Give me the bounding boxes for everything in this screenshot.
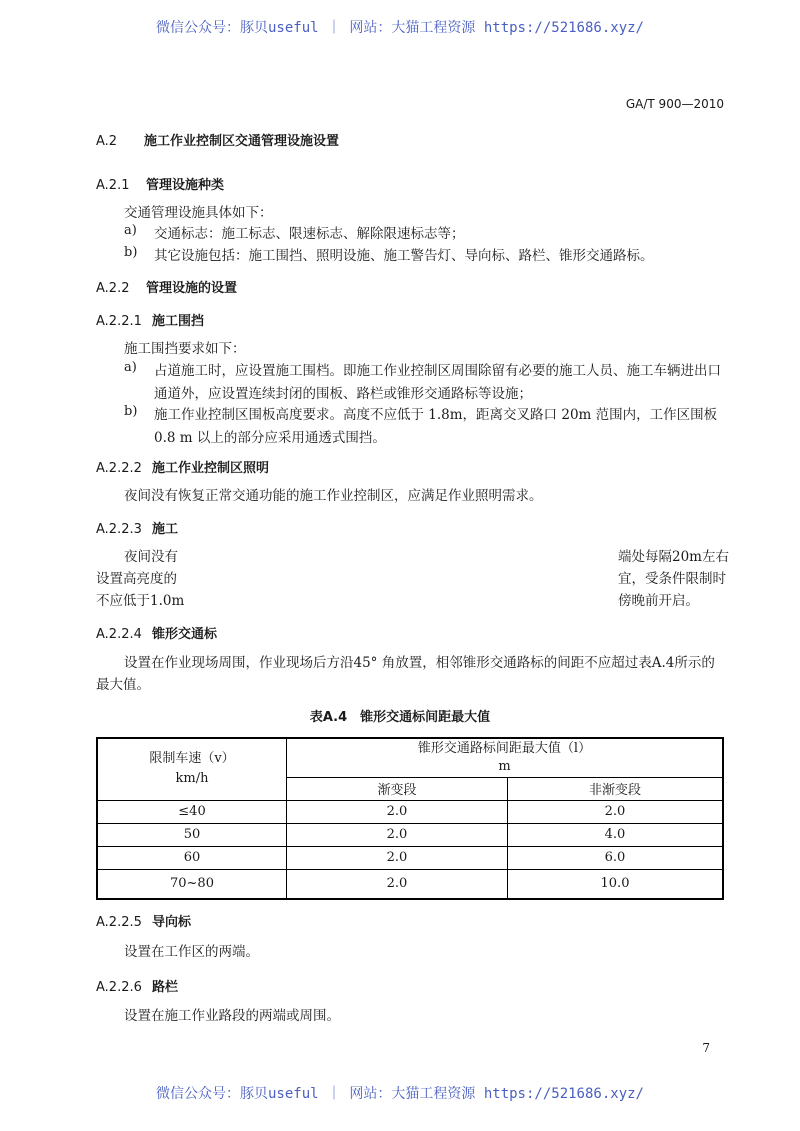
speed-header: 限制车速（v） km/h xyxy=(97,738,287,800)
section-a21-intro: 交通管理设施具体如下： xyxy=(124,205,273,221)
section-a225-text: 设置在工作区的两端。 xyxy=(124,944,259,960)
section-a221-heading: A.2.2.1 施工围挡 xyxy=(96,314,205,329)
table-row: 70~80 2.0 10.0 xyxy=(97,869,723,899)
obscured-text-left: 不应低于1.0m xyxy=(96,593,185,609)
spacing-group-header: 锥形交通路标间距最大值（l） m xyxy=(287,738,724,777)
section-a221-intro: 施工围挡要求如下： xyxy=(124,341,246,357)
page-number: 7 xyxy=(702,1041,710,1055)
table-row: 60 2.0 6.0 xyxy=(97,846,723,869)
watermark-bottom: 微信公众号：豚贝useful ｜ 网站：大猫工程资源 https://521686.xyz/ xyxy=(155,1086,644,1102)
obscured-text-right: 傍晚前开启。 xyxy=(618,593,699,609)
taper-header: 渐变段 xyxy=(287,777,508,800)
section-a226-heading: A.2.2.6 路栏 xyxy=(96,980,179,995)
section-a222-text: 夜间没有恢复正常交通功能的施工作业控制区，应满足作业照明需求。 xyxy=(124,488,543,504)
non-taper-header: 非渐变段 xyxy=(508,777,724,800)
section-a22-heading: A.2.2 管理设施的设置 xyxy=(96,281,238,296)
table-row: 50 2.0 4.0 xyxy=(97,823,723,846)
section-a223-heading: A.2.2.3 施工 xyxy=(96,522,179,537)
section-a226-text: 设置在施工作业路段的两端或周围。 xyxy=(124,1008,340,1024)
section-a225-heading: A.2.2.5 导向标 xyxy=(96,915,192,930)
obscured-text-right: 端处每隔20m左右 xyxy=(618,549,729,565)
obscured-text-left: 夜间没有 xyxy=(124,549,178,565)
obscured-text-left: 设置高亮度的 xyxy=(96,571,177,587)
watermark-top: 微信公众号：豚贝useful ｜ 网站：大猫工程资源 https://521686.xyz/ xyxy=(155,20,644,36)
section-a2-heading: A.2 施工作业控制区交通管理设施设置 xyxy=(96,134,340,149)
table-row: ≤40 2.0 2.0 xyxy=(97,800,723,823)
table-caption: 表A.4 锥形交通标间距最大值 xyxy=(309,710,491,725)
standard-code: GA/T 900—2010 xyxy=(625,97,724,111)
section-a224-heading: A.2.2.4 锥形交通标 xyxy=(96,627,218,642)
section-a222-heading: A.2.2.2 施工作业控制区照明 xyxy=(96,461,270,476)
section-a224-text: 设置在作业现场周围，作业现场后方沿45° 角放置，相邻锥形交通路标的间距不应超过表A.4所示的最大值。 xyxy=(96,655,715,693)
section-a21-heading: A.2.1 管理设施种类 xyxy=(96,178,225,193)
obscured-text-right: 宜，受条件限制时 xyxy=(618,571,726,587)
cone-spacing-table xyxy=(96,737,724,900)
